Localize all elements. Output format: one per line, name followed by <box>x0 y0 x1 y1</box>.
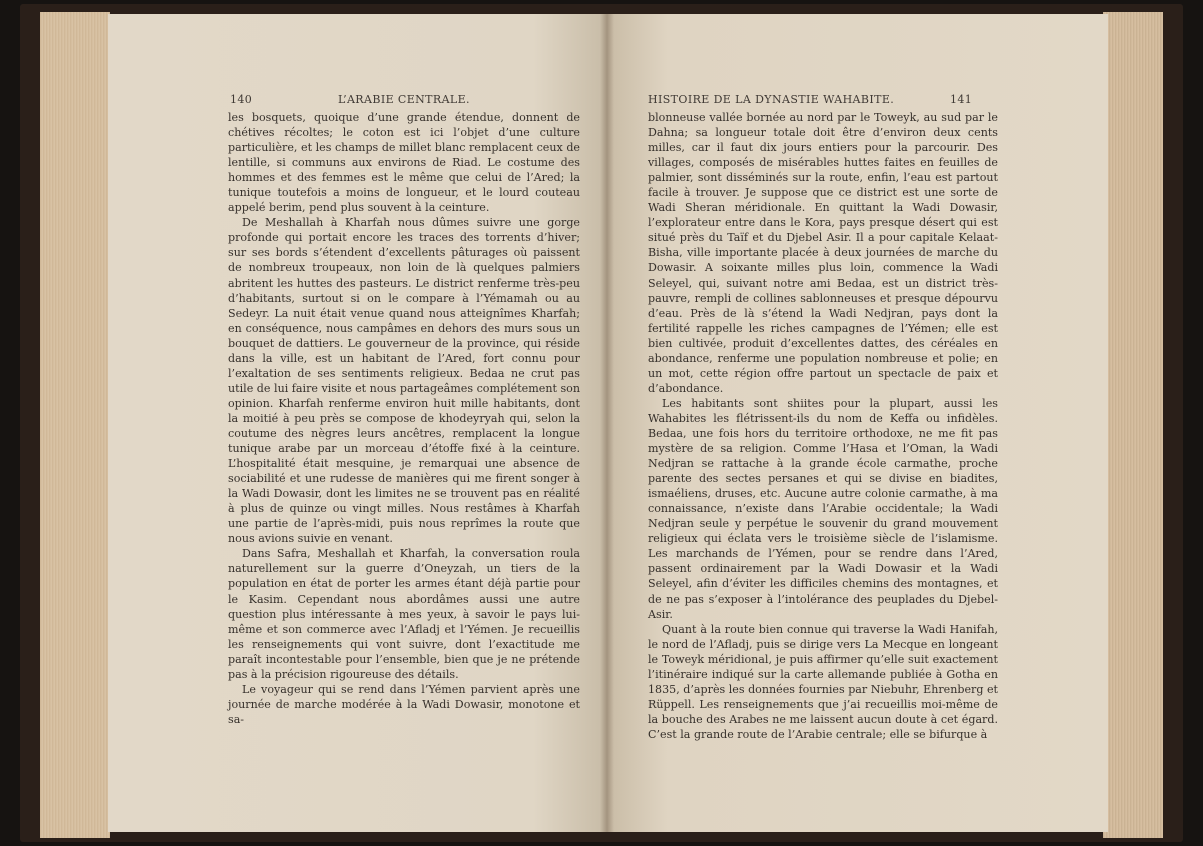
right-running-title: HISTOIRE DE LA DYNASTIE WAHABITE. <box>648 93 895 106</box>
left-page <box>108 14 608 832</box>
paragraph: les bosquets, quoique d’une grande étendue, donnent de chétives récoltes; le coton est ici l’objet d’une culture particulière, et les champs de millet blanc remplacent ceux de lentille, si communs aux environs de Riad. Le costume des hommes et des femmes est le même que celui de l’Ared; la tunique toutefois a moins de longueur, et le lourd couteau appelé berim, pend plus souvent à la ceinture. <box>228 111 580 215</box>
paragraph: De Meshallah à Kharfah nous dûmes suivre une gorge profonde qui portait encore les traces des torrents d’hiver; sur ses bords s’étendent d’excellents pâturages où paissent de nombreux troupeaux, non loin de là quelques palmiers abritent les huttes des pasteurs. Le district renferme très-peu d’habitants, surtout si on le compare à l’Yémamah ou au Sedeyr. La nuit était venue quand nous atteignîmes Kharfah; en conséquence, nous campâmes en dehors des murs sous un bouquet de dattiers. Le gouverneur de la province, qui réside dans la ville, est un habitant de l’Ared, fort connu pour l’exaltation de ses sentiments religieux. Bedaa ne crut pas utile de lui faire visite et nous partageâmes complétement son opinion. Kharfah renferme environ huit mille habitants, dont la moitié à peu près se compose de khodeyryah qui, selon la coutume des nègres leurs ancêtres, remplacent la longue tunique arabe par un morceau d’étoffe fixé à la ceinture. L’hospitalité était mesquine, je remarquai une absence de sociabilité et une rudesse de manières qui me firent songer à la Wadi Dowasir, dont les limites ne se trouvent pas en réalité à plus de quinze ou vingt milles. Nous restâmes à Kharfah une partie de l’après-midi, puis nous reprîmes la route que nous avions suivie en venant. <box>228 216 580 546</box>
left-running-title: L’ARABIE CENTRALE. <box>338 93 470 106</box>
left-body-text <box>228 110 580 727</box>
paragraph: Dans Safra, Meshallah et Kharfah, la conversation roula naturellement sur la guerre d’Oneyzah, un tiers de la population en état de porter les armes étant déjà partie pour le Kasim. Cependant nous abordâmes aussi une autre question plus intéressante à mes yeux, à savoir le pays lui-même et son commerce avec l’Afladj et l’Yémen. Je recueillis les renseignements qui vont suivre, dont l’exactitude me paraît incontestable pour l’ensemble, bien que je ne prétende pas à la précision rigoureuse des détails. <box>228 547 580 681</box>
right-page-number: 141 <box>950 93 973 106</box>
page-edges-left <box>40 12 110 838</box>
paragraph: Les habitants sont shiites pour la plupart, aussi les Wahabites les flétrissent-ils du nom de Keffa ou infidèles. Bedaa, une fois hors du territoire orthodoxe, ne me fit pas mystère de sa religion. Comme l’Hasa et l’Oman, la Wadi Nedjran se rattache à la grande école carmathe, proche parente des sectes persanes et qui se divise en biadites, ismaéliens, druses, etc. Aucune autre colonie carmathe, à ma connaissance, n’existe dans l’Arabie occidentale; la Wadi Nedjran seule y perpétue le souvenir du grand mouvement religieux qui éclata vers le troisième siècle de l’islamisme. Les marchands de l’Yémen, pour se rendre dans l’Ared, passent ordinairement par la Wadi Dowasir et la Wadi Seleyel, afin d’éviter les difficiles chemins des montagnes, et de ne pas s’exposer à l’intolérance des peuplades du Djebel-Asir. <box>648 396 998 621</box>
paragraph: blonneuse vallée bornée au nord par le Toweyk, au sud par le Dahna; sa longueur totale doit être d’environ deux cents milles, car il faut dix jours entiers pour la parcourir. Des villages, composés de misérables huttes faites en feuilles de palmier, sont disséminés sur la route, enfin, l’eau est partout facile à trouver. Je suppose que ce district est une sorte de Wadi Sheran méridionale. En quittant la Wadi Dowasir, l’explorateur entre dans le Kora, pays presque désert qui est situé près du Taïf et du Djebel Asir. Il a pour capitale Kelaat-Bisha, ville importante placée à deux journées de marche du Dowasir. A soixante milles plus loin, commence la Wadi Seleyel, qui, suivant notre ami Bedaa, est un district très-pauvre, rempli de collines sablonneuses et presque dépourvu d’eau. Près de là s’étend la Wadi Nedjran, pays dont la fertilité rappelle les riches campagnes de l’Yémen; elle est bien cultivée, produit d’excellentes dattes, des céréales en abondance, renferme une population nombreuse et polie; en un mot, cette région offre partout un spectacle de paix et d’abondance. <box>648 111 998 395</box>
right-body-text <box>648 110 998 742</box>
paragraph: Le voyageur qui se rend dans l’Yémen parvient après une journée de marche modérée à la Wadi Dowasir, monotone et sa- <box>228 682 580 726</box>
right-page <box>608 14 1108 832</box>
paragraph: Quant à la route bien connue qui traverse la Wadi Hanifah, le nord de l’Afladj, puis se dirige vers La Mecque en longeant le Toweyk méridional, je puis affirmer qu’elle suit exactement l’itinéraire indiqué sur la carte allemande publiée à Gotha en 1835, d’après les données fournies par Niebuhr, Ehrenberg et Rüppell. Les renseignements que j’ai recueillis moi-même de la bouche des Arabes ne me laissent aucun doute à cet égard. C’est la grande route de l’Arabie centrale; elle se bifurque à <box>648 622 998 741</box>
left-page-number: 140 <box>230 93 253 106</box>
book-gutter <box>600 14 614 832</box>
page-edges-right <box>1103 12 1163 838</box>
